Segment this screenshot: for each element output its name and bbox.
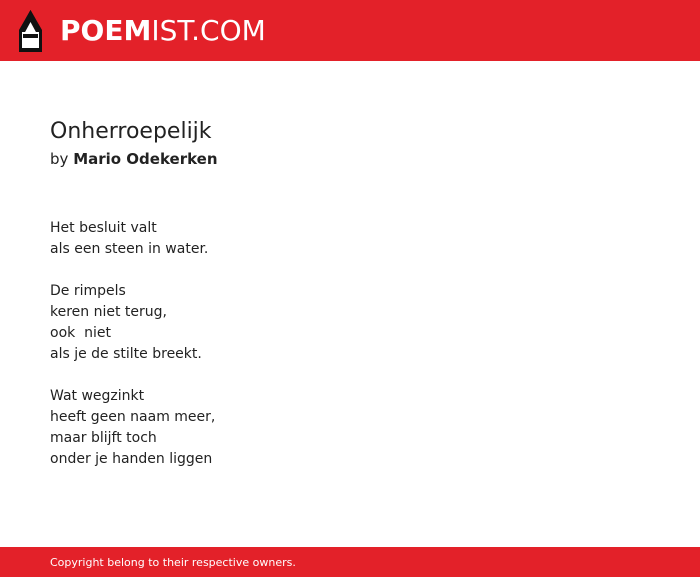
poem-line: Wat wegzinkt (50, 388, 145, 404)
stanza-1 (50, 218, 650, 260)
poem-byline (50, 147, 650, 171)
poem-body (50, 218, 650, 470)
site-logo-link[interactable] (18, 10, 266, 52)
logo-text-light: IST.COM (151, 13, 266, 47)
site-footer (0, 547, 700, 577)
poem-line: maar blijft toch (50, 430, 157, 446)
poem-line: heeft geen naam meer, (50, 409, 216, 425)
byline-prefix: by (50, 150, 69, 168)
stanza-3 (50, 386, 650, 470)
poem-line: De rimpels (50, 283, 126, 299)
poem-line: Het besluit valt (50, 220, 157, 236)
site-logo-text (60, 13, 266, 47)
pencil-tip-icon (18, 10, 43, 52)
poem-line: keren niet terug, (50, 304, 167, 320)
poem-line: onder je handen liggen (50, 451, 213, 467)
author-link[interactable]: Mario Odekerken (73, 150, 218, 168)
poem-content (50, 117, 650, 491)
poem-line: ook niet (50, 325, 112, 341)
stanza-2 (50, 281, 650, 365)
copyright-notice: Copyright belong to their respective owners. (50, 555, 296, 569)
site-header (0, 0, 700, 61)
poem-title: Onherroepelijk (50, 119, 212, 144)
poem-line: als een steen in water. (50, 241, 209, 257)
poem-line: als je de stilte breekt. (50, 346, 202, 362)
logo-text-bold: POEM (60, 13, 152, 47)
